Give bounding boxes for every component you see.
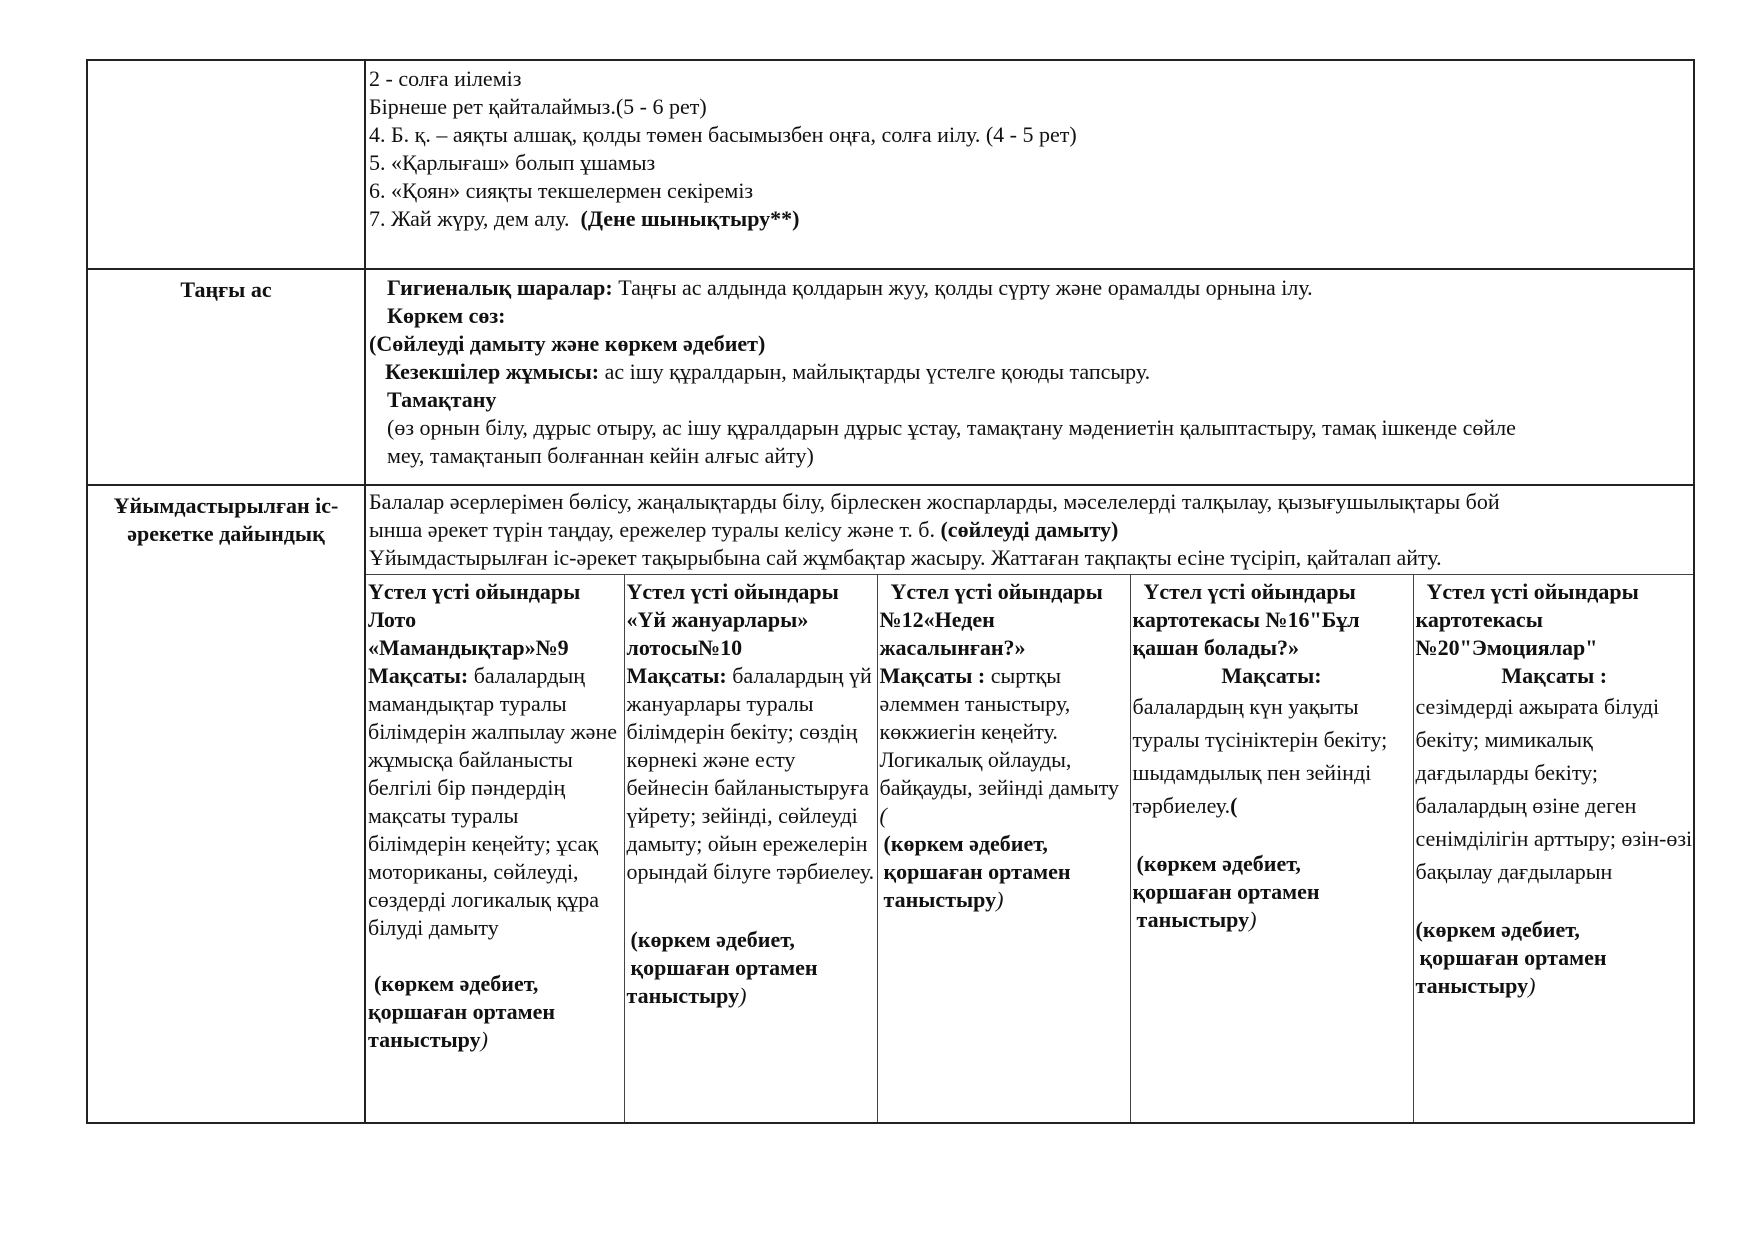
subject-tag: (Дене шынықтыру**)	[580, 206, 800, 231]
game-title: Үстел үсті ойындары Лото «Мамандықтар»№9	[368, 579, 581, 660]
row-label-breakfast: Таңғы ас	[87, 269, 365, 485]
game-subjects-3: таныстыру)	[1415, 973, 1536, 998]
exercises-cell	[365, 60, 1694, 269]
game-subjects-2: қоршаған ортамен	[883, 859, 1071, 884]
game-title: Үстел үсті ойындары картотекасы №16"Бұл қашан болады?»	[1132, 579, 1366, 660]
exercise-line: 5. «Қарлығаш» болып ұшамыз	[369, 150, 656, 175]
exercise-line: Бірнеше рет қайталаймыз.(5 - 6 рет)	[369, 94, 707, 119]
game-subjects-2: қоршаған ортамен	[630, 955, 818, 980]
game-subjects: (көркем әдебиет,	[1415, 917, 1580, 942]
game-card	[366, 575, 624, 1123]
eating-label: Тамақтану	[387, 387, 497, 412]
game-goal: сезімдерді ажырата білуді бекіту; мимикалық дағдыларды бекіту; балалардың өзіне деген сенімділігін арттыру; өзін-өзі бақылау дағдыларын	[1415, 694, 1693, 884]
breakfast-cell	[365, 269, 1694, 485]
duty-line: Кезекшілер жұмысы: ас ішу құралдарын, майлықтарды үстелге қоюды тапсыру.	[385, 359, 1151, 384]
game-subjects-2: қоршаған ортамен	[1132, 879, 1320, 904]
game-subjects-3: таныстыру)	[1136, 907, 1257, 932]
schedule-table	[86, 59, 1695, 1124]
row-breakfast	[87, 269, 1694, 485]
game-goal: балалардың күн уақыты туралы түсініктерін бекіту; шыдамдылық пен зейінді тәрбиелеу.(	[1132, 694, 1388, 818]
game-title: Үстел үсті ойындары картотекасы №20"Эмоциялар"	[1415, 579, 1645, 660]
row-preparation	[87, 485, 1694, 1123]
games-table	[366, 574, 1695, 1122]
speech-dev-tag: (Сөйлеуді дамыту және көркем әдебиет)	[369, 331, 766, 356]
game-title: Үстел үсті ойындары №12«Неден жасалынған?»	[879, 579, 1109, 660]
game-subjects: (көркем әдебиет,	[883, 831, 1048, 856]
row-label-empty	[87, 60, 365, 269]
hygiene-line: Гигиеналық шаралар: Таңғы ас алдында қолдарын жуу, қолды сүрту және орамалды орнына ілу.	[387, 275, 1313, 300]
row-exercises	[87, 60, 1694, 269]
artistic-word-label: Көркем сөз:	[387, 303, 506, 328]
row-label-preparation: Ұйымдастырылған іс-әрекетке дайындық	[87, 485, 365, 1123]
game-subjects: (көркем әдебиет,	[630, 927, 795, 952]
eating-text: (өз орнын білу, дұрыс отыру, ас ішу құралдарын дұрыс ұстау, тамақтану мәдениетін қалыптастыру, тамақ ішкенде сөйле	[387, 415, 1516, 440]
game-goal-label: Мақсаты:	[1221, 663, 1322, 688]
intro-line: ынша әрекет түрін таңдау, ережелер туралы келісу және т. б. (сөйлеуді дамыту)	[369, 517, 1119, 542]
exercise-line-last: 7. Жай жүру, дем алу. (Дене шынықтыру**)	[369, 206, 800, 231]
game-subjects: (көркем әдебиет,	[1136, 851, 1301, 876]
game-subjects-3: таныстыру)	[626, 983, 747, 1008]
game-subjects-3: таныстыру)	[883, 887, 1004, 912]
game-goal: Мақсаты : сыртқы әлеммен таныстыру, көкжиегін кеңейту. Логикалық ойлауды, байқауды, зейінді дамыту (	[879, 663, 1120, 828]
intro-line: Балалар әсерлерімен бөлісу, жаңалықтарды білу, бірлескен жоспарларды, мәселелерді талқылау, қызығушылықтары бой	[369, 489, 1500, 514]
exercise-line: 6. «Қоян» сияқты текшелермен секіреміз	[369, 178, 754, 203]
game-card	[1130, 575, 1413, 1123]
game-card	[624, 575, 877, 1123]
game-card	[877, 575, 1130, 1123]
games-row	[366, 575, 1695, 1123]
game-subjects-2: қоршаған ортамен	[368, 999, 556, 1024]
exercise-line: 4. Б. қ. – аяқты алшақ, қолды төмен басымызбен оңға, солға иілу. (4 - 5 рет)	[369, 122, 1077, 147]
eating-text: меу, тамақтанып болғаннан кейін алғыс айту)	[387, 443, 814, 468]
game-goal-label: Мақсаты :	[1501, 663, 1608, 688]
game-subjects-2: қоршаған ортамен	[1419, 945, 1607, 970]
exercise-line: 2 - солға иілеміз	[369, 66, 522, 91]
preparation-cell	[365, 485, 1694, 1123]
game-title: Үстел үсті ойындары «Үй жануарлары» лотосы№10	[626, 579, 839, 660]
game-subjects: (көркем әдебиет,	[374, 971, 539, 996]
game-goal: Мақсаты: балалардың үй жануарлары туралы білімдерін бекіту; сөздің көрнекі және есту бейнесін байланыстыруға үйрету; зейінді, сөйлеуді дамыту; ойын ережелерін орындай білуге тәрбиелеу.	[626, 663, 875, 884]
intro-line: Ұйымдастырылған іс-әрекет тақырыбына сай жұмбақтар жасыру. Жаттаған тақпақты есіне түсіріп, қайталап айту.	[369, 545, 1442, 570]
game-subjects-3: таныстыру)	[368, 1027, 488, 1052]
game-card	[1413, 575, 1695, 1123]
game-goal: Мақсаты: балалардың мамандықтар туралы білімдерін жалпылау және жұмысқа байланысты белгілі бір пәндердің мақсаты туралы білімдерін кеңейту; ұсақ моториканы, сөйлеуді, сөздерді логикалық құра білуді дамыту	[368, 663, 617, 940]
